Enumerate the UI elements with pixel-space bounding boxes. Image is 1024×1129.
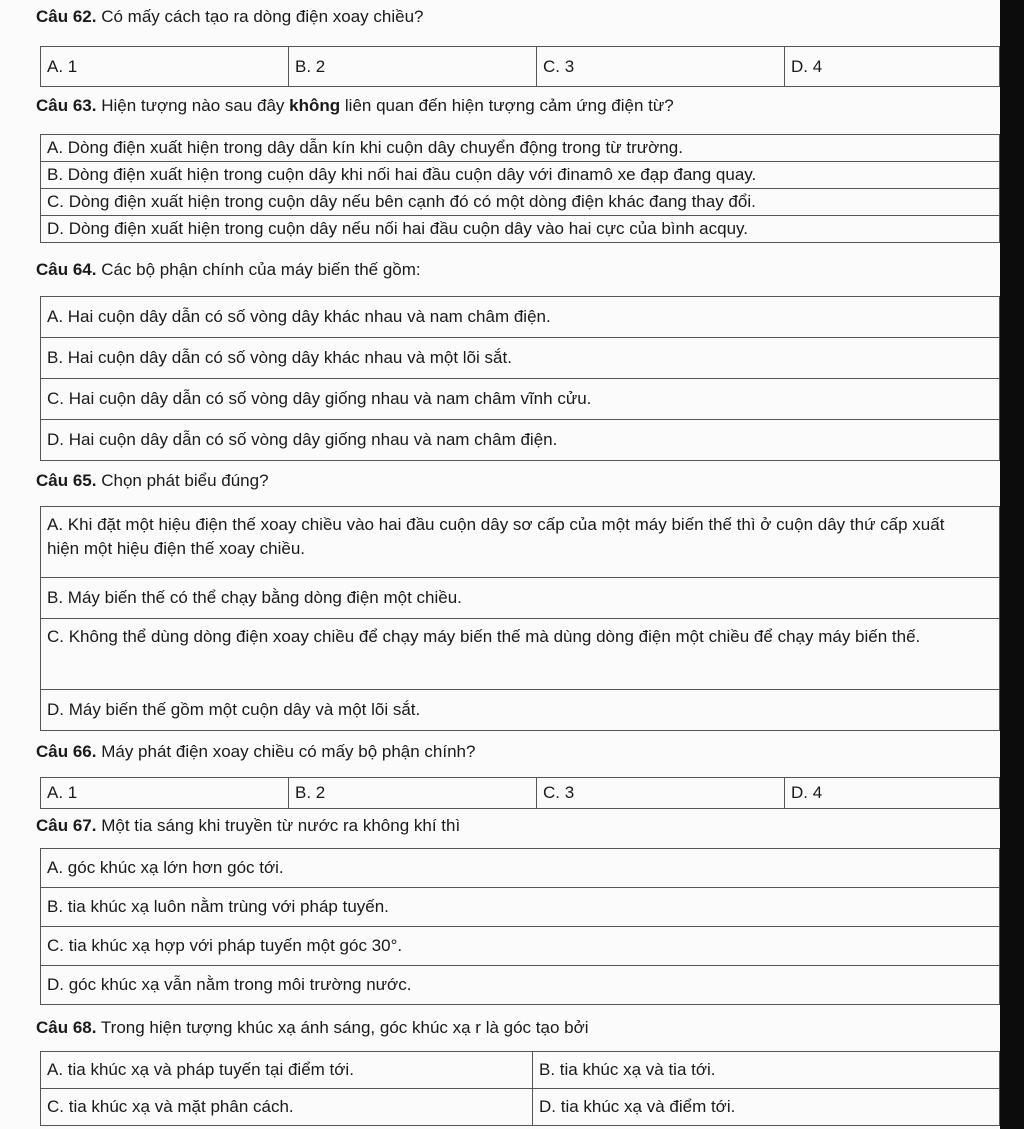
question-text: Có mấy cách tạo ra dòng điện xoay chiều? [101,7,424,26]
question-text-pre: Hiện tượng nào sau đây [101,96,285,115]
option-c[interactable]: C. 3 [537,47,785,86]
option-b[interactable]: B. Máy biến thế có thể chạy bằng dòng điện một chiều. [41,578,1000,618]
table-row [41,578,1000,619]
question-number: Câu 63. [36,96,97,115]
question-text: Chọn phát biểu đúng? [101,471,269,490]
table-row [41,778,1000,809]
option-d[interactable]: D. góc khúc xạ vẫn nằm trong môi trường nước. [41,966,1000,1004]
option-a[interactable]: A. 1 [41,47,289,86]
option-a[interactable]: A. Dòng điện xuất hiện trong dây dẫn kín khi cuộn dây chuyển động trong từ trường. [41,135,1000,161]
question-number: Câu 65. [36,471,97,490]
q67-options-table [40,848,1000,1005]
q64-options-table [40,296,1000,461]
option-c[interactable]: C. tia khúc xạ và mặt phân cách. [41,1089,533,1125]
table-row [41,1089,1000,1126]
table-row [41,47,1000,87]
table-row [41,507,1000,578]
table-row [41,297,1000,338]
table-row [41,888,1000,927]
question-text: Các bộ phận chính của máy biến thế gồm: [101,260,421,279]
question-number: Câu 68. [36,1018,97,1037]
question-number: Câu 62. [36,7,97,26]
option-c[interactable]: C. 3 [537,778,785,808]
question-67 [36,815,460,837]
question-64 [36,259,421,281]
option-c[interactable]: C. Hai cuộn dây dẫn có số vòng dây giống nhau và nam châm vĩnh cửu. [41,379,1000,419]
table-row [41,162,1000,189]
question-text-post: liên quan đến hiện tượng cảm ứng điện từ? [344,96,674,115]
q62-options-table [40,46,1000,87]
table-row [41,849,1000,888]
option-c[interactable]: C. tia khúc xạ hợp với pháp tuyến một góc 30°. [41,927,1000,965]
question-text: Trong hiện tượng khúc xạ ánh sáng, góc khúc xạ r là góc tạo bởi [100,1018,589,1037]
table-row [41,135,1000,162]
table-row [41,189,1000,216]
question-number: Câu 66. [36,742,97,761]
question-number: Câu 64. [36,260,97,279]
option-b[interactable]: B. Hai cuộn dây dẫn có số vòng dây khác nhau và một lõi sắt. [41,338,1000,378]
option-d[interactable]: D. Máy biến thế gồm một cuộn dây và một lõi sắt. [41,690,1000,730]
question-66 [36,741,475,763]
question-68 [36,1017,589,1039]
q63-options-table [40,134,1000,243]
option-d[interactable]: D. Hai cuộn dây dẫn có số vòng dây giống nhau và nam châm điện. [41,420,1000,460]
question-text: Máy phát điện xoay chiều có mấy bộ phận chính? [101,742,476,761]
table-row [41,1052,1000,1089]
question-63 [36,95,674,117]
option-d[interactable]: D. Dòng điện xuất hiện trong cuộn dây nếu nối hai đầu cuộn dây vào hai cực của bình acquy. [41,216,1000,242]
question-62 [36,6,423,28]
option-d[interactable]: D. tia khúc xạ và điểm tới. [533,1089,1000,1125]
option-b[interactable]: B. tia khúc xạ luôn nằm trùng với pháp tuyến. [41,888,1000,926]
table-row [41,338,1000,379]
table-row [41,927,1000,966]
option-d[interactable]: D. 4 [785,778,1000,808]
option-a[interactable]: A. 1 [41,778,289,808]
option-b[interactable]: B. 2 [289,47,537,86]
screen-edge [1000,0,1024,1129]
table-row [41,966,1000,1005]
option-b[interactable]: B. Dòng điện xuất hiện trong cuộn dây khi nối hai đầu cuộn dây với đinamô xe đạp đang quay. [41,162,1000,188]
question-text-emphasis: không [289,96,341,115]
option-b[interactable]: B. tia khúc xạ và tia tới. [533,1052,1000,1088]
option-a[interactable]: A. góc khúc xạ lớn hơn góc tới. [41,849,1000,887]
table-row [41,619,1000,690]
option-b[interactable]: B. 2 [289,778,537,808]
table-row [41,420,1000,461]
q68-options-table [40,1051,1000,1126]
option-a[interactable]: A. Hai cuộn dây dẫn có số vòng dây khác nhau và nam châm điện. [41,297,1000,337]
question-65 [36,470,269,492]
option-c[interactable]: C. Dòng điện xuất hiện trong cuộn dây nếu bên cạnh đó có một dòng điện khác đang thay đổi. [41,189,1000,215]
table-row [41,690,1000,731]
q66-options-table [40,777,1000,809]
option-a[interactable]: A. tia khúc xạ và pháp tuyến tại điểm tới. [41,1052,533,1088]
option-a[interactable]: A. Khi đặt một hiệu điện thế xoay chiều vào hai đầu cuộn dây sơ cấp của một máy biến thế thì ở cuộn dây thứ cấp xuất hiện một hiệu điện thế xoay chiều. [41,507,1000,577]
q65-options-table [40,506,1000,731]
question-text: Một tia sáng khi truyền từ nước ra không khí thì [101,816,461,835]
table-row [41,379,1000,420]
option-c[interactable]: C. Không thể dùng dòng điện xoay chiều để chạy máy biến thế mà dùng dòng điện một chiều để chạy máy biến thế. [41,619,1000,689]
table-row [41,216,1000,243]
question-number: Câu 67. [36,816,97,835]
option-d[interactable]: D. 4 [785,47,1000,86]
